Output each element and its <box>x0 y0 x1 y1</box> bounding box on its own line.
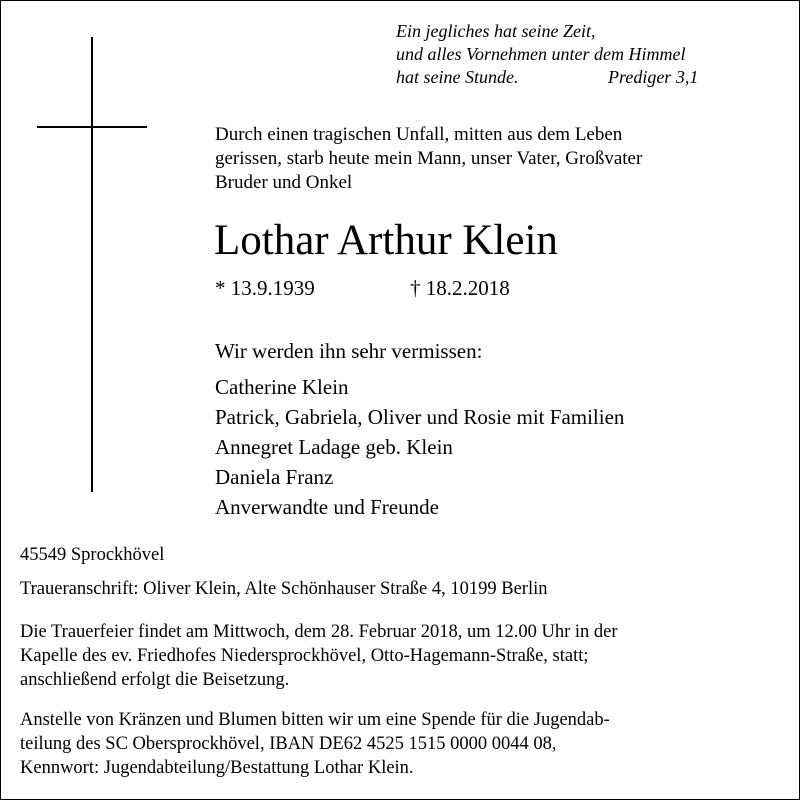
mourner: Catherine Klein <box>215 375 349 399</box>
ceremony-line: Kapelle des ev. Friedhofes Niedersprockhövel, Otto-Hagemann-Straße, statt; <box>20 646 589 666</box>
donation-line: Anstelle von Kränzen und Blumen bitten wir um eine Spende für die Jugendab- <box>20 710 610 730</box>
donation-line: teilung des SC Obersprockhövel, IBAN DE62 4525 1515 0000 0044 08, <box>20 734 557 754</box>
bible-quote <box>396 20 699 89</box>
quote-line: hat seine Stunde. <box>396 67 519 87</box>
intro-line: gerissen, starb heute mein Mann, unser Vater, Großvater <box>215 148 643 169</box>
deceased-name: Lothar Arthur Klein <box>214 217 558 264</box>
mourning-address: Traueranschrift: Oliver Klein, Alte Schönhauser Straße 4, 10199 Berlin <box>20 579 548 599</box>
intro-text <box>215 123 642 195</box>
ceremony-info <box>20 620 618 692</box>
mourner: Daniela Franz <box>215 465 334 489</box>
quote-reference: Prediger 3,1 <box>608 67 699 87</box>
cross-icon-vertical <box>91 37 93 492</box>
quote-line: und alles Vornehmen unter dem Himmel <box>396 44 686 64</box>
ceremony-line: Die Trauerfeier findet am Mittwoch, dem 28. Februar 2018, um 12.00 Uhr in der <box>20 622 618 642</box>
ceremony-line: anschließend erfolgt die Beisetzung. <box>20 670 290 690</box>
cross-icon-horizontal <box>37 126 147 128</box>
mourner: Anverwandte und Freunde <box>215 495 439 519</box>
miss-text: Wir werden ihn sehr vermissen: <box>215 339 483 363</box>
birth-date: * 13.9.1939 <box>215 276 315 300</box>
life-dates <box>215 275 510 301</box>
place: 45549 Sprockhövel <box>20 545 165 565</box>
mourner: Patrick, Gabriela, Oliver und Rosie mit Familien <box>215 405 625 429</box>
death-date: † 18.2.2018 <box>410 276 510 300</box>
intro-line: Durch einen tragischen Unfall, mitten aus dem Leben <box>215 124 623 145</box>
intro-line: Bruder und Onkel <box>215 172 353 193</box>
donation-line: Kennwort: Jugendabteilung/Bestattung Lothar Klein. <box>20 758 414 778</box>
donation-info <box>20 708 610 780</box>
quote-line: Ein jegliches hat seine Zeit, <box>396 21 596 41</box>
mourner: Annegret Ladage geb. Klein <box>215 435 453 459</box>
mourners-list <box>215 372 624 522</box>
